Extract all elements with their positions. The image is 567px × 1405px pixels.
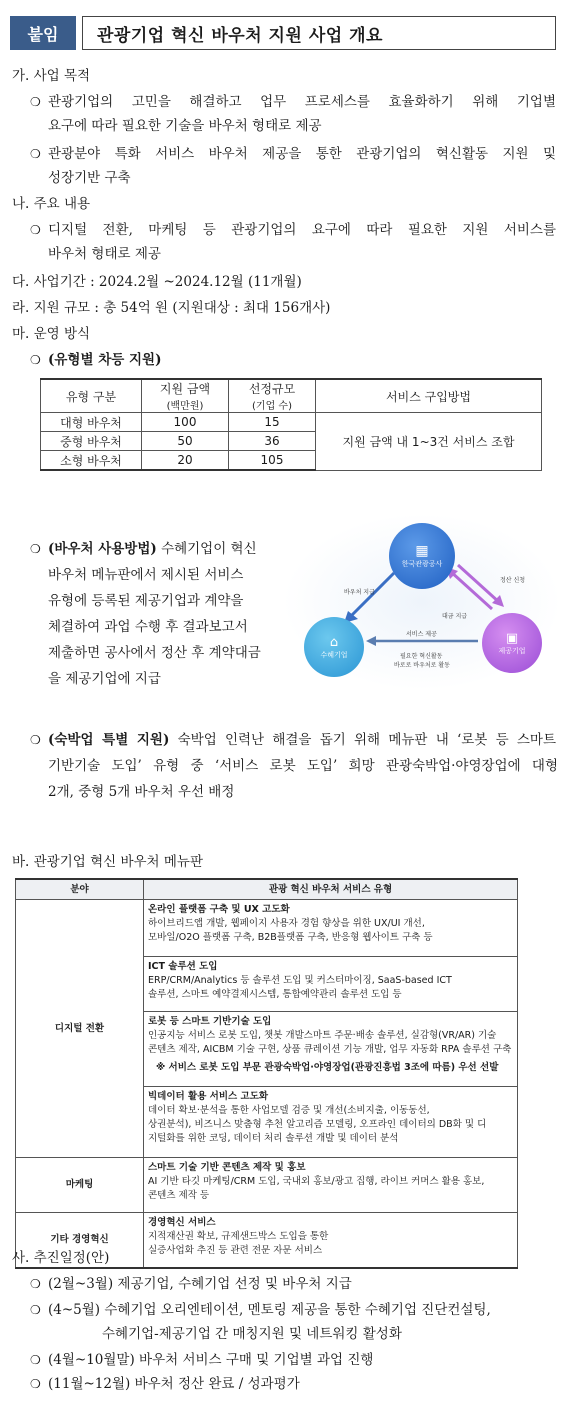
bullet-content-1: ❍ 디지털 전환, 마케팅 등 관광기업의 요구에 따라 필요한 지원 서비스를 <box>30 218 560 242</box>
th-amount: 지원 금액 (백만원) <box>142 379 229 413</box>
label-settlement-request: 정산 신청 <box>500 577 526 584</box>
label-payment: 대금 지급 <box>442 613 468 620</box>
title-bar <box>10 16 558 52</box>
bullet-schedule-3: ❍ (4월~10월말) 바우처 서비스 구매 및 기업별 과업 진행 <box>30 1348 373 1372</box>
th-type: 유형 구분 <box>41 379 142 413</box>
circle-bullet-icon: ❍ <box>30 95 41 109</box>
cell-count: 105 <box>229 451 316 471</box>
cell-type: 대형 바우처 <box>41 413 142 432</box>
usage-line: 체결하여 과업 수행 후 결과보고서 <box>48 619 248 635</box>
bullet-purpose-1-cont: 요구에 따라 필요한 기술을 바우처 형태로 제공 <box>48 118 322 134</box>
period-line: 다. 사업기간 : 2024.2월 ~2024.12월 (11개월) <box>12 274 302 290</box>
heading-schedule: 사. 추진일정(안) <box>12 1250 110 1266</box>
circle-bullet-icon: ❍ <box>30 733 41 747</box>
label-voucher-issue: 바우처 지급 <box>344 589 375 596</box>
category-marketing: 마케팅 <box>16 1158 144 1213</box>
service-cell: 로봇 등 스마트 기반기술 도입 인공지능 서비스 로봇 도입, 챗봇 개발스마트 주문·배송 솔루션, 실감형(VR/AR) 기술 콘텐츠 제작, AICBM 기술 구현, 상품 큐레이션 기능 개발, 업무 자동화 RPA 솔루션 구축 ※ 서비스 로봇 도입 부문 관광숙박업·야영장업(관광진흥법 3조에 따름) 우선 선발 <box>144 1012 518 1087</box>
usage-line: 을 제공기업에 지급 <box>48 671 161 687</box>
tourism-org-node: ▦ 한국관광공사 <box>389 523 455 589</box>
circle-bullet-icon: ❍ <box>30 1303 41 1317</box>
th-count: 선정규모 (기업 수) <box>229 379 316 413</box>
category-digital: 디지털 전환 <box>16 900 144 1158</box>
circle-bullet-icon: ❍ <box>30 147 41 161</box>
heading-content: 나. 주요 내용 <box>12 196 91 212</box>
bullet-special-support: ❍ (숙박업 특별 지원) 숙박업 인력난 해결을 돕기 위해 메뉴판 내 ‘로봇 등 스마트 <box>30 728 560 752</box>
bullet-schedule-4: ❍ (11월~12월) 바우처 정산 완료 / 성과평가 <box>30 1372 300 1396</box>
cell-amount: 20 <box>142 451 229 471</box>
bullet-purpose-2: ❍ 관광분야 특화 서비스 바우처 제공을 통한 관광기업의 혁신활동 지원 및 <box>30 142 560 166</box>
cell-type: 소형 바우처 <box>41 451 142 471</box>
bullet-purpose-1: ❍ 관광기업의 고민을 해결하고 업무 프로세스를 효율화하기 위해 기업별 <box>30 90 560 114</box>
bullet-usage: ❍ (바우처 사용방법) 수혜기업이 혁신 <box>30 537 257 561</box>
voucher-menu-table <box>15 878 518 1269</box>
cell-count: 15 <box>229 413 316 432</box>
circle-bullet-icon: ❍ <box>30 223 41 237</box>
label-service-provision: 서비스 제공 <box>406 631 437 638</box>
scale-line: 라. 지원 규모 : 총 54억 원 (지원대상 : 최대 156개사) <box>12 300 331 316</box>
th-service-type: 관광 혁신 바우처 서비스 유형 <box>144 879 518 900</box>
service-cell: ICT 솔루션 도입 ERP/CRM/Analytics 등 솔루션 도입 및 커스터마이징, SaaS-based ICT 솔루션, 스마트 예약결제시스템, 통합예약관리 솔루션 도입 등 <box>144 957 518 1012</box>
special-line: 기반기술 도입’ 유형 중 ‘서비스 로봇 도입’ 희망 관광숙박업·야영장업에 대형 <box>48 758 558 774</box>
heading-purpose: 가. 사업 목적 <box>12 68 91 84</box>
circle-bullet-icon: ❍ <box>30 542 41 556</box>
cell-type: 중형 바우처 <box>41 432 142 451</box>
grid-icon: ▣ <box>505 630 519 646</box>
label-voucher-activity: 바로로 바우처로 활동 <box>394 662 450 669</box>
page-title: 관광기업 혁신 바우처 지원 사업 개요 <box>82 16 556 50</box>
label-innovation-activity: 필요한 혁신활동 <box>400 653 443 660</box>
usage-line: 바우처 메뉴판에서 제시된 서비스 <box>48 567 244 583</box>
voucher-type-table <box>40 378 542 471</box>
cell-method: 지원 금액 내 1~3건 서비스 조합 <box>316 413 542 471</box>
bullet-schedule-2: ❍ (4~5월) 수혜기업 오리엔테이션, 멘토링 제공을 통한 수혜기업 진단컨설팅, <box>30 1298 491 1322</box>
voucher-flow-diagram <box>282 513 562 691</box>
service-cell: 온라인 플랫폼 구축 및 UX 고도화 하이브리드앱 개발, 웹페이지 사용자 경험 향상을 위한 UX/UI 개선, 모바일/O2O 플랫폼 구축, B2B플랫폼 구축, 반응형 웹사이트 구축 등 <box>144 900 518 957</box>
service-cell: 빅데이터 활용 서비스 고도화 데이터 확보·분석을 통한 사업모델 검증 및 개선(소비지출, 이동동선, 상권분석), 비즈니스 맞춤형 추천 알고리즘 모델링, 오프라인 데이터의 DB화 및 디 지털화를 위한 코딩, 데이터 처리 솔루션 개발 및 데이터 분석 <box>144 1087 518 1158</box>
heading-operation: 마. 운영 방식 <box>12 326 91 342</box>
bullet-content-1-cont: 바우처 형태로 제공 <box>48 246 161 262</box>
heading-menu: 바. 관광기업 혁신 바우처 메뉴판 <box>12 854 203 870</box>
beneficiary-node: ⌂ 수혜기업 <box>304 617 364 677</box>
special-line: 2개, 중형 5개 바우처 우선 배정 <box>48 784 235 800</box>
th-method: 서비스 구입방법 <box>316 379 542 413</box>
table-row <box>16 1158 518 1213</box>
service-cell: 스마트 기술 기반 콘텐츠 제작 및 홍보 AI 기반 타깃 마케팅/CRM 도입, 국내외 홍보/광고 집행, 라이브 커머스 활용 홍보, 콘텐츠 제작 등 <box>144 1158 518 1213</box>
table-row <box>16 900 518 957</box>
bullet-schedule-1: ❍ (2월~3월) 제공기업, 수혜기업 선정 및 바우처 지급 <box>30 1272 352 1296</box>
bullet-purpose-2-cont: 성장기반 구축 <box>48 170 131 186</box>
table-row <box>41 413 542 432</box>
service-cell: 경영혁신 서비스 지적재산권 확보, 규제샌드박스 도입을 통한 실증사업화 추진 등 관련 전문 자문 서비스 <box>144 1213 518 1269</box>
shop-icon: ⌂ <box>329 634 339 650</box>
usage-line: 제출하면 공사에서 정산 후 계약대금 <box>48 645 261 661</box>
circle-bullet-icon: ❍ <box>30 1277 41 1291</box>
category-management: 기타 경영혁신 <box>16 1213 144 1269</box>
attachment-tag: 붙임 <box>10 16 76 50</box>
circle-bullet-icon: ❍ <box>30 353 41 367</box>
cell-count: 36 <box>229 432 316 451</box>
bullet-tiered-support: ❍ (유형별 차등 지원) <box>30 348 161 372</box>
cell-amount: 50 <box>142 432 229 451</box>
circle-bullet-icon: ❍ <box>30 1353 41 1367</box>
usage-line: 유형에 등록된 제공기업과 계약을 <box>48 593 244 609</box>
provider-node: ▣ 제공기업 <box>482 613 542 673</box>
cell-amount: 100 <box>142 413 229 432</box>
bullet-schedule-2-cont: 수혜기업-제공기업 간 매칭지원 및 네트워킹 활성화 <box>102 1326 402 1342</box>
circle-bullet-icon: ❍ <box>30 1377 41 1391</box>
th-field: 분야 <box>16 879 144 900</box>
building-icon: ▦ <box>415 543 429 559</box>
